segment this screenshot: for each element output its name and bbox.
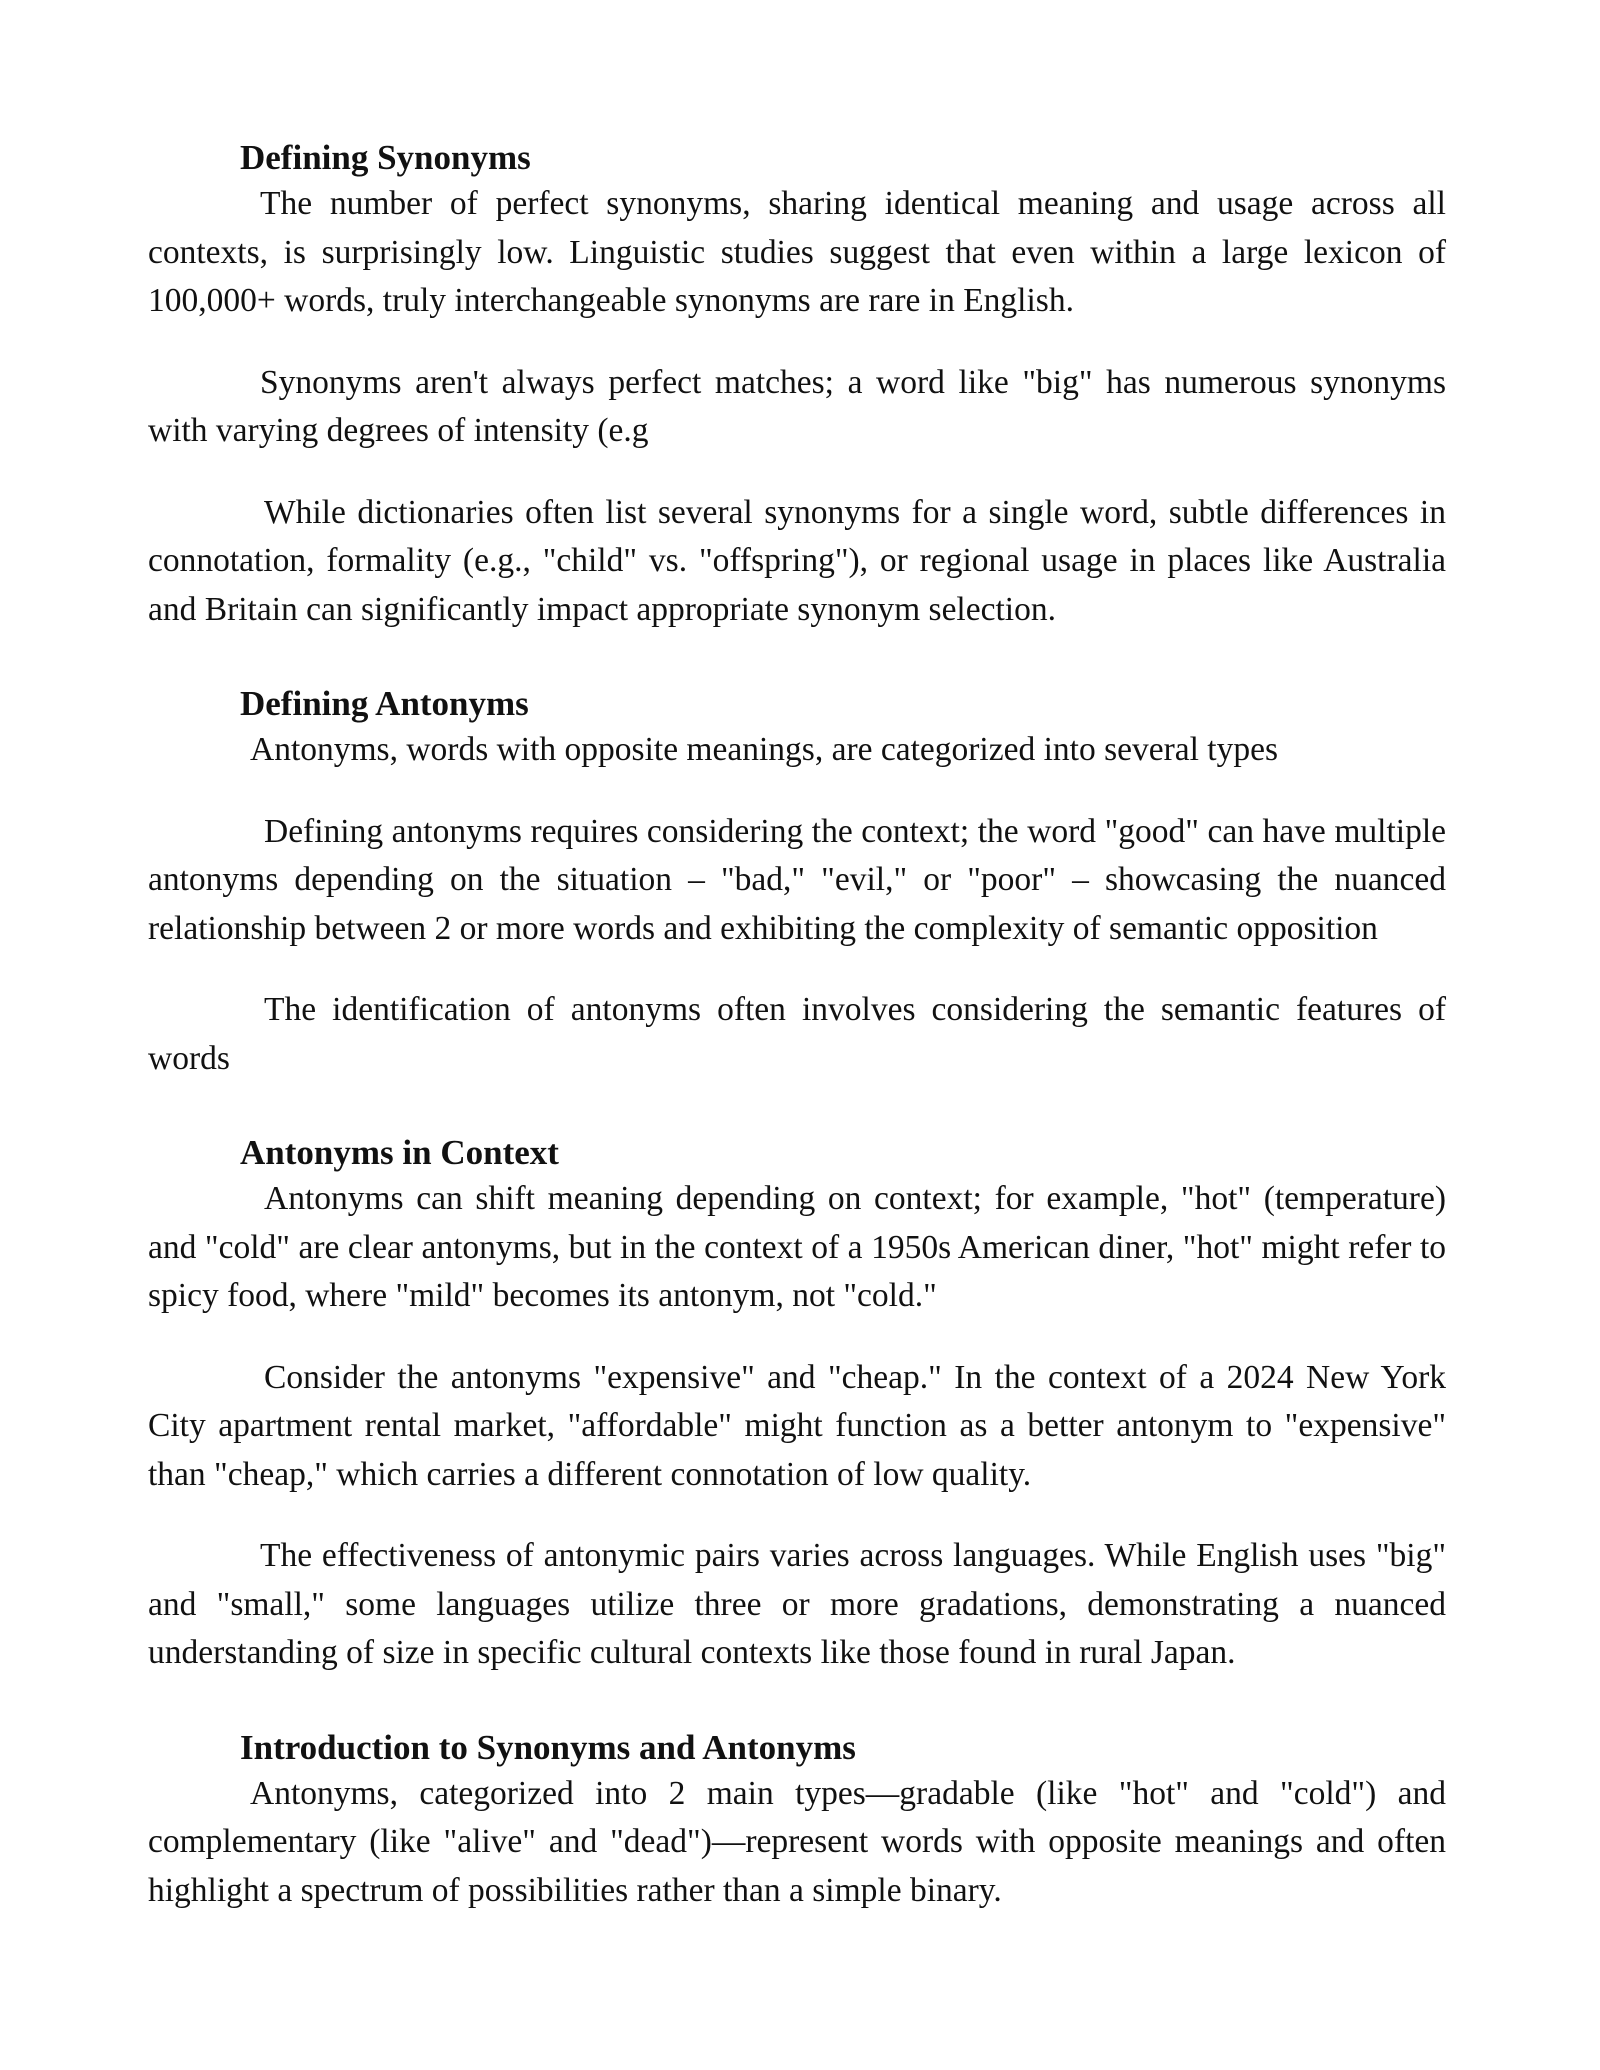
section-heading: Defining Synonyms xyxy=(240,138,531,177)
document-page xyxy=(148,136,1446,1915)
section-defining-synonyms xyxy=(148,136,1446,634)
paragraph: Consider the antonyms "expensive" and "cheap." In the context of a 2024 New York City apartment rental market, "affordable" might function as a better antonym to "expensive" than "cheap," which carries a different connotation of low quality. xyxy=(148,1358,1446,1493)
section-heading: Defining Antonyms xyxy=(240,684,529,723)
paragraph: Synonyms aren't always perfect matches; a word like "big" has numerous synonyms with varying degrees of intensity (e.g xyxy=(148,363,1446,449)
section-heading: Introduction to Synonyms and Antonyms xyxy=(240,1727,856,1767)
paragraph: The identification of antonyms often involves considering the semantic features of words xyxy=(148,991,1446,1077)
section-defining-antonyms xyxy=(148,682,1446,1083)
section-introduction-synonyms-antonyms xyxy=(148,1726,1446,1916)
paragraph: Antonyms, categorized into 2 main types—gradable (like "hot" and "cold") and complementary (like "alive" and "dead")—represent words with opposite meanings and often highlight a spectrum of possibilities rather than a simple binary. xyxy=(148,1774,1446,1909)
section-heading: Antonyms in Context xyxy=(240,1133,559,1172)
paragraph: Defining antonyms requires considering the context; the word "good" can have multiple antonyms depending on the situation – "bad," "evil," or "poor" – showcasing the nuanced relationship between 2 or more words and exhibiting the complexity of semantic opposition xyxy=(148,812,1446,947)
paragraph: The number of perfect synonyms, sharing identical meaning and usage across all contexts, is surprisingly low. Linguistic studies suggest that even within a large lexicon of 100,000+ words, truly interchangeable synonyms are rare in English. xyxy=(148,185,1446,319)
paragraph: The effectiveness of antonymic pairs varies across languages. While English uses "big" and "small," some languages utilize three or more gradations, demonstrating a nuanced understanding of size in specific cultural contexts like those found in rural Japan. xyxy=(148,1537,1446,1671)
paragraph: While dictionaries often list several synonyms for a single word, subtle differences in connotation, formality (e.g., "child" vs. "offspring"), or regional usage in places like Australia and Britain can significantly impact appropriate synonym selection. xyxy=(148,493,1446,628)
paragraph: Antonyms can shift meaning depending on context; for example, "hot" (temperature) and "cold" are clear antonyms, but in the context of a 1950s American diner, "hot" might refer to spicy food, where "mild" becomes its antonym, not "cold." xyxy=(148,1180,1446,1314)
paragraph: Antonyms, words with opposite meanings, are categorized into several types xyxy=(250,731,1279,768)
section-antonyms-in-context xyxy=(148,1131,1446,1678)
